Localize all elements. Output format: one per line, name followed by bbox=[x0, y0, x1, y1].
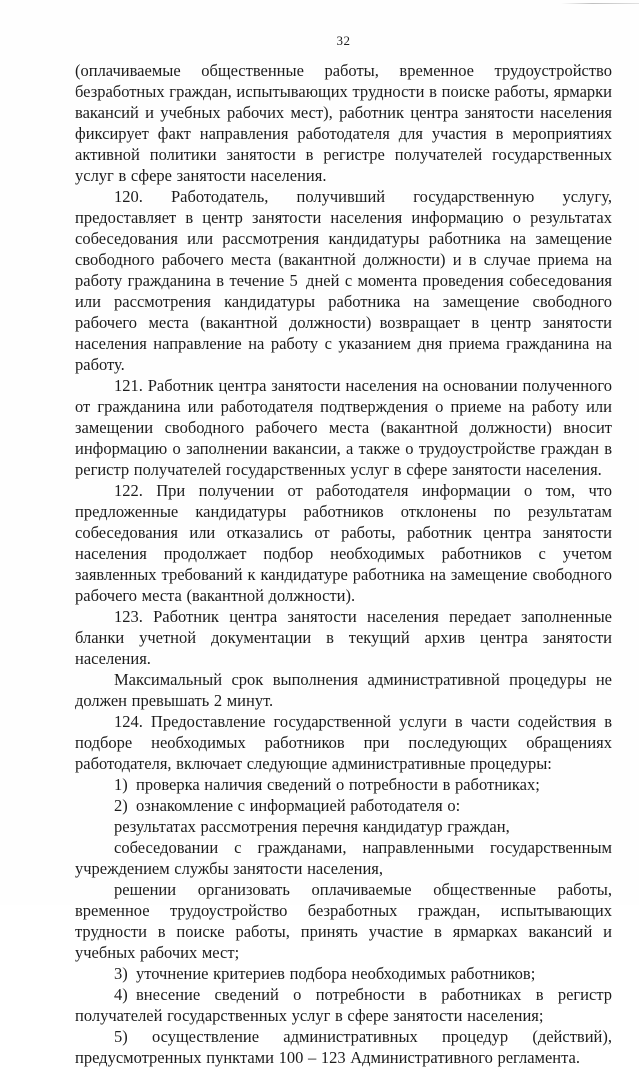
paragraph: результатах рассмотрения перечня кандидатур граждан, bbox=[114, 817, 510, 836]
paragraph: 2) ознакомление с информацией работодателя о: bbox=[114, 796, 461, 815]
paragraph: 3) уточнение критериев подбора необходимых работников; bbox=[114, 964, 536, 983]
scan-artifact-line bbox=[561, 3, 639, 4]
paragraph: 1) проверка наличия сведений о потребности в работниках; bbox=[114, 775, 540, 794]
paragraph: 120. Работодатель, получивший государственную услугу, предоставляет в центр занятости населения информацию о результатах собеседования или рассмотрения кандидатуры работника на замещение свободного рабочего места (вакантной должности) и в случае приема на работу гражданина в течение 5 дней с момента проведения собеседования или рассмотрения кандидатуры работника на замещение свободного рабочего места (вакантной должности) возвращает в центр занятости населения направление на работу с указанием дня приема гражданина на работу. bbox=[75, 187, 612, 374]
paragraph: 122. При получении от работодателя информации о том, что предложенные кандидатуры работников отклонены по результатам собеседования или отказались от работы, работник центра занятости населения продолжает подбор необходимых работников с учетом заявленных требований к кандидатуре работника на замещение свободного рабочего места (вакантной должности). bbox=[75, 481, 612, 605]
paragraph: (оплачиваемые общественные работы, временное трудоустройство безработных граждан, испытывающих трудности в поиске работы, ярмарки вакансий и учебных рабочих мест), работник центра занятости населения фиксирует факт направления работодателя для участия в мероприятиях активной политики занятости в регистре получателей государственных услуг в сфере занятости населения. bbox=[75, 61, 612, 185]
text-block bbox=[75, 60, 612, 1068]
paragraph: решении организовать оплачиваемые общественные работы, временное трудоустройство безработных граждан, испытывающих трудности в поиске работы, принять участие в ярмарках вакансий и учебных рабочих мест; bbox=[75, 880, 612, 962]
paragraph: собеседовании с гражданами, направленными государственным учреждением службы занятости населения, bbox=[75, 838, 612, 878]
paragraph: 123. Работник центра занятости населения передает заполненные бланки учетной документации в текущий архив центра занятости населения. bbox=[75, 607, 612, 668]
page-number: 32 bbox=[336, 33, 351, 48]
paragraph: 121. Работник центра занятости населения на основании полученного от гражданина или работодателя подтверждения о приеме на работу или замещении свободного рабочего места (вакантной должности) вносит информацию о заполнении вакансии, а также о трудоустройстве граждан в регистр получателей государственных услуг в сфере занятости населения. bbox=[75, 376, 612, 479]
paragraph: 4) внесение сведений о потребности в работниках в регистр получателей государственных услуг в сфере занятости населения; bbox=[75, 985, 612, 1025]
paragraph: 124. Предоставление государственной услуги в части содействия в подборе необходимых работников при последующих обращениях работодателя, включает следующие административные процедуры: bbox=[75, 712, 612, 773]
paragraph: 5) осуществление административных процедур (действий), предусмотренных пунктами 100 – 123 Административного регламента. bbox=[75, 1027, 612, 1067]
paragraph: Максимальный срок выполнения административной процедуры не должен превышать 2 минут. bbox=[75, 670, 612, 710]
